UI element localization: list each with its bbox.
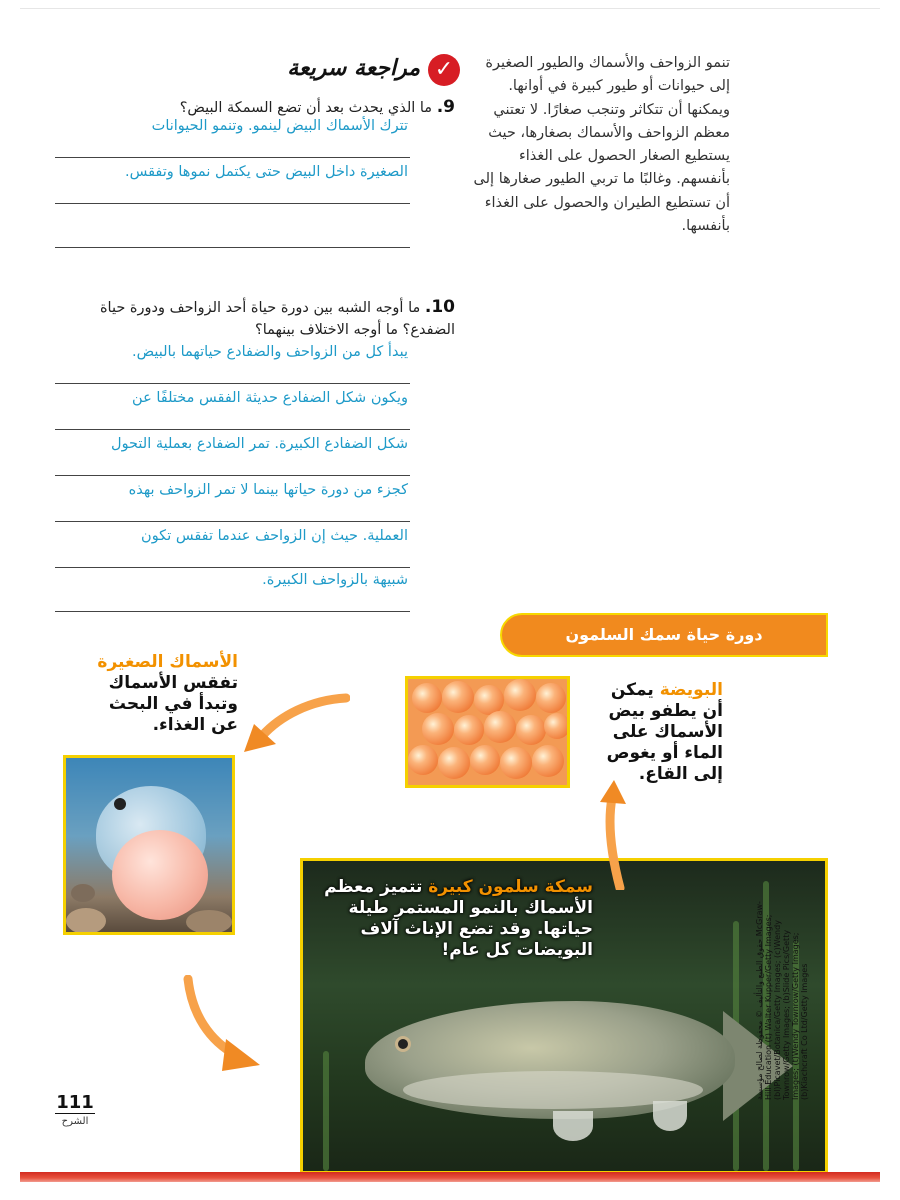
egg-caption-highlight: البويضة	[659, 680, 723, 700]
egg	[438, 747, 470, 779]
arrow-to-egg-icon	[590, 780, 640, 890]
answer-line: يبدأ كل من الزواحف والضفادع حياتهما بالبيض.	[55, 338, 410, 384]
egg	[454, 715, 484, 745]
bottom-color-bar	[20, 1172, 880, 1182]
egg-caption-text: يمكن أن يطفو بيض الأسماك على الماء أو يغوص إلى القاع.	[606, 680, 723, 784]
fry-caption-text: تفقس الأسماك وتبدأ في البحث عن الغذاء.	[108, 673, 238, 735]
egg	[516, 715, 546, 745]
fry-yolk-sac	[112, 830, 208, 920]
egg	[500, 747, 532, 779]
salmon-fry-image	[63, 755, 235, 935]
adult-caption	[323, 877, 593, 961]
adult-caption-highlight: سمكة سلمون كبيرة	[428, 877, 593, 897]
pebble	[186, 910, 232, 934]
answer-line: شبيهة بالزواحف الكبيرة.	[55, 566, 410, 612]
check-icon: ✓	[428, 54, 460, 86]
egg	[470, 745, 500, 775]
arrow-to-fry-icon	[240, 690, 350, 760]
question-number: 9.	[436, 97, 455, 117]
intro-paragraph: تنمو الزواحف والأسماك والطيور الصغيرة إلى حيوانات أو طيور كبيرة في أوانها. ويمكنها أن تتكاثر وتنجب صغارًا. لا تعتني معظم الزواحف والأسماك بصغارها، حيث يستطيع الصغار الحصول على الغذاء بأنفسهم. وغالبًا ما تربي الطيور صغارها إلى أن تستطيع الطيران والحصول على الغذاء بأنفسها.	[473, 55, 730, 235]
fry-caption-highlight: الأسماك الصغيرة	[97, 652, 238, 672]
top-divider	[20, 8, 880, 9]
adult-caption-text: تتميز معظم الأسماك بالنمو المستمر طيلة حياتها. وقد تضع الإناث آلاف البويضات كل عام!	[324, 877, 593, 960]
answer-line: تترك الأسماك البيض لينمو. وتنمو الحيوانات	[55, 112, 410, 158]
egg	[422, 713, 454, 745]
pebble	[66, 908, 106, 934]
question-text: ما الذي يحدث بعد أن تضع السمكة البيض؟	[179, 100, 433, 116]
fish-eye	[395, 1036, 411, 1052]
egg	[544, 713, 570, 739]
egg-caption	[598, 680, 723, 785]
egg	[536, 683, 566, 713]
fish-fin	[553, 1111, 593, 1141]
salmon-eggs-image	[405, 676, 570, 788]
answer-line: الصغيرة داخل البيض حتى يكتمل نموها وتفقس.	[55, 158, 410, 204]
water-weed	[323, 1051, 329, 1171]
egg	[504, 679, 536, 711]
egg	[532, 745, 564, 777]
question-10	[55, 296, 455, 341]
quick-review-title: مراجعة سريعة	[287, 56, 420, 81]
page-number-value: 111	[56, 1092, 94, 1113]
quick-review-header	[270, 52, 460, 92]
egg	[412, 683, 442, 713]
fry-eye	[114, 798, 126, 810]
page-number-label: الشرح	[61, 1116, 89, 1127]
egg	[484, 711, 516, 743]
photo-credit: حقوق الطبع والتأليف © محفوظة لصالح مؤسسة McGraw-Hill Education (t) Walter Kupper/Getty Images; (bl)Picavet/Botanica/Getty Images; (c)Wendy Townrow/Getty Images; (b)Slide Pics/Getty Images; (t)Wendy Townrow/Getty Images; (b)Kiachcraft Co Ltd/Getty Images	[755, 901, 809, 1100]
answer-line: العملية. حيث إن الزواحف عندما تفقس تكون	[55, 522, 410, 568]
page-number	[55, 1093, 95, 1127]
fry-caption	[88, 652, 238, 736]
egg	[442, 681, 474, 713]
salmon-cycle-banner: دورة حياة سمك السلمون	[500, 613, 828, 657]
egg	[408, 745, 438, 775]
answer-line	[55, 202, 410, 248]
question-text: ما أوجه الشبه بين دورة حياة أحد الزواحف ودورة حياة الضفدع؟ ما أوجه الاختلاف بينهما؟	[99, 300, 455, 338]
question-number: 10.	[424, 297, 455, 317]
answer-line: شكل الضفادع الكبيرة. تمر الضفادع بعملية التحول	[55, 430, 410, 476]
arrow-to-adult-icon	[180, 975, 270, 1075]
answer-line: ويكون شكل الضفادع حديثة الفقس مختلفًا عن	[55, 384, 410, 430]
answer-line: كجزء من دورة حياتها بينما لا تمر الزواحف بهذه	[55, 476, 410, 522]
pebble	[71, 884, 95, 902]
adult-salmon-image	[300, 858, 828, 1174]
fish-fin	[653, 1101, 687, 1131]
